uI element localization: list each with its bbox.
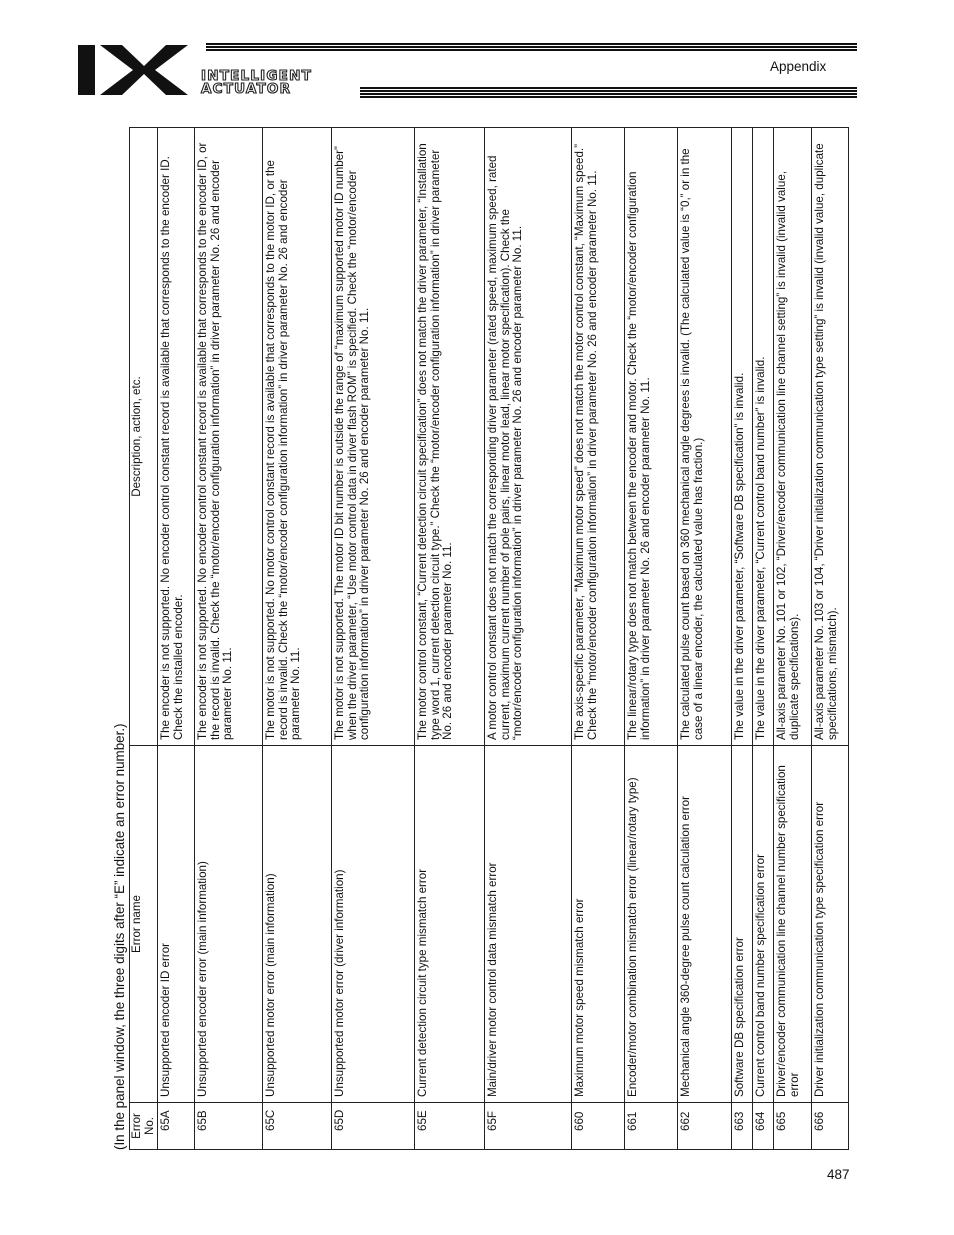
page-number: 487 xyxy=(827,1167,850,1182)
header-description: Description, action, etc. xyxy=(130,128,158,746)
table-caption: (In the panel window, the three digits after “E” indicate an error number.) xyxy=(112,723,127,1150)
error-no-cell: 661 xyxy=(625,1103,678,1150)
description-cell: The motor control constant, “Current detection circuit specification” does not match the driver parameter, “Installation type word 1, current detection circuit type.” Check the “motor/encoder configuration information” in driver parameter No. 26 and encoder parameter No. 11. xyxy=(415,128,485,746)
error-no-cell: 662 xyxy=(678,1103,732,1150)
table-row xyxy=(678,128,732,1150)
description-cell: The motor is not supported. The motor ID bit number is outside the range of “maximum supported motor ID number” when the driver parameter, “Use motor control data in driver flash ROM” is specified. Check the “motor/encoder configuration information” in driver parameter No. 26 and encoder parameter No. 11. xyxy=(332,128,415,746)
rotated-content xyxy=(111,128,847,1150)
description-cell: A motor control constant does not match the corresponding driver parameter (rated speed, maximum speed, rated current, maximum current number of pole pairs, linear motor lead, linear motor specification). Check the “motor/encoder configuration information” in driver parameter No. 26 and encoder parameter No. 11. xyxy=(485,128,572,746)
ix-logo xyxy=(78,44,190,96)
error-name-cell: Unsupported motor error (main information) xyxy=(263,746,332,1103)
error-name-cell: Encoder/motor combination mismatch error (linear/rotary type) xyxy=(625,746,678,1103)
error-name-cell: Unsupported encoder error (main information) xyxy=(195,746,263,1103)
header-error-no: Error No. xyxy=(130,1103,158,1150)
table-row xyxy=(812,128,849,1150)
table-row xyxy=(753,128,774,1150)
description-cell: The encoder is not supported. No encoder control constant record is available that corresponds to the encoder ID, or the record is invalid. Check the “motor/encoder configuration information” in driver parameter No. 26 and encoder parameter No. 11. xyxy=(195,128,263,746)
error-no-cell: 664 xyxy=(753,1103,774,1150)
ix-logo-icon xyxy=(78,44,190,96)
error-name-cell: Unsupported encoder ID error xyxy=(158,746,195,1103)
error-name-cell: Driver initialization communication type specification error xyxy=(812,746,849,1103)
table-row xyxy=(195,128,263,1150)
section-title: Appendix xyxy=(770,59,827,74)
table-row xyxy=(263,128,332,1150)
error-name-cell: Current control band number specification error xyxy=(753,746,774,1103)
table-row xyxy=(415,128,485,1150)
error-no-cell: 65D xyxy=(332,1103,415,1150)
description-cell: The linear/rotary type does not match between the encoder and motor. Check the “motor/encoder configuration information” in driver parameter No. 26 and encoder parameter No. 11. xyxy=(625,128,678,746)
brand-line-1: INTELLIGENT xyxy=(201,68,312,84)
description-cell: All-axis parameter No. 103 or 104, “Driver initialization communication type setting” is invalid (invalid value, duplicate specifications, mismatch). xyxy=(812,128,849,746)
error-name-cell: Driver/encoder communication line channel number specification error xyxy=(774,746,812,1103)
header-rule-top xyxy=(206,43,857,51)
header-error-name: Error name xyxy=(130,746,158,1103)
brand-name xyxy=(201,70,312,96)
description-cell: The axis-specific parameter, “Maximum motor speed” does not match the motor control constant, “Maximum speed.” Check the “motor/encoder configuration information” in driver parameter No. 26 and encoder parameter No. 11. xyxy=(572,128,625,746)
table-row xyxy=(158,128,195,1150)
error-no-cell: 65E xyxy=(415,1103,485,1150)
header-rule-bottom xyxy=(360,87,857,97)
error-name-cell: Unsupported motor error (driver information) xyxy=(332,746,415,1103)
table-row xyxy=(332,128,415,1150)
error-no-cell: 663 xyxy=(732,1103,753,1150)
error-table xyxy=(129,127,849,1150)
table-header-row xyxy=(130,128,158,1150)
error-name-cell: Current detection circuit type mismatch error xyxy=(415,746,485,1103)
error-no-cell: 65B xyxy=(195,1103,263,1150)
error-no-cell: 65C xyxy=(263,1103,332,1150)
description-cell: The calculated pulse count based on 360 mechanical angle degrees is invalid. (The calculated value is “0,” or in the case of a linear encoder, the calculated value has fraction.) xyxy=(678,128,732,746)
brand-line-2: ACTUATOR xyxy=(201,81,292,97)
description-cell: All-axis parameter No. 101 or 102, “Driver/encoder communication line channel setting” is invalid (invalid value, duplicate specifications). xyxy=(774,128,812,746)
description-cell: The encoder is not supported. No encoder control constant record is available that corresponds to the encoder ID. Check the installed encoder. xyxy=(158,128,195,746)
error-no-cell: 65A xyxy=(158,1103,195,1150)
error-no-cell: 666 xyxy=(812,1103,849,1150)
description-cell: The value in the driver parameter, “Current control band number” is invalid. xyxy=(753,128,774,746)
table-row xyxy=(485,128,572,1150)
error-no-cell: 65F xyxy=(485,1103,572,1150)
error-name-cell: Mechanical angle 360-degree pulse count calculation error xyxy=(678,746,732,1103)
description-cell: The value in the driver parameter, “Software DB specification” is invalid. xyxy=(732,128,753,746)
error-no-cell: 660 xyxy=(572,1103,625,1150)
table-row xyxy=(572,128,625,1150)
table-row xyxy=(625,128,678,1150)
error-no-cell: 665 xyxy=(774,1103,812,1150)
error-name-cell: Main/driver motor control data mismatch error xyxy=(485,746,572,1103)
error-name-cell: Software DB specification error xyxy=(732,746,753,1103)
description-cell: The motor is not supported. No motor control constant record is available that corresponds to the motor ID, or the record is invalid. Check the “motor/encoder configuration information” in driver parameter No. 26 and encoder parameter No. 11. xyxy=(263,128,332,746)
table-row xyxy=(732,128,753,1150)
error-name-cell: Maximum motor speed mismatch error xyxy=(572,746,625,1103)
table-row xyxy=(774,128,812,1150)
